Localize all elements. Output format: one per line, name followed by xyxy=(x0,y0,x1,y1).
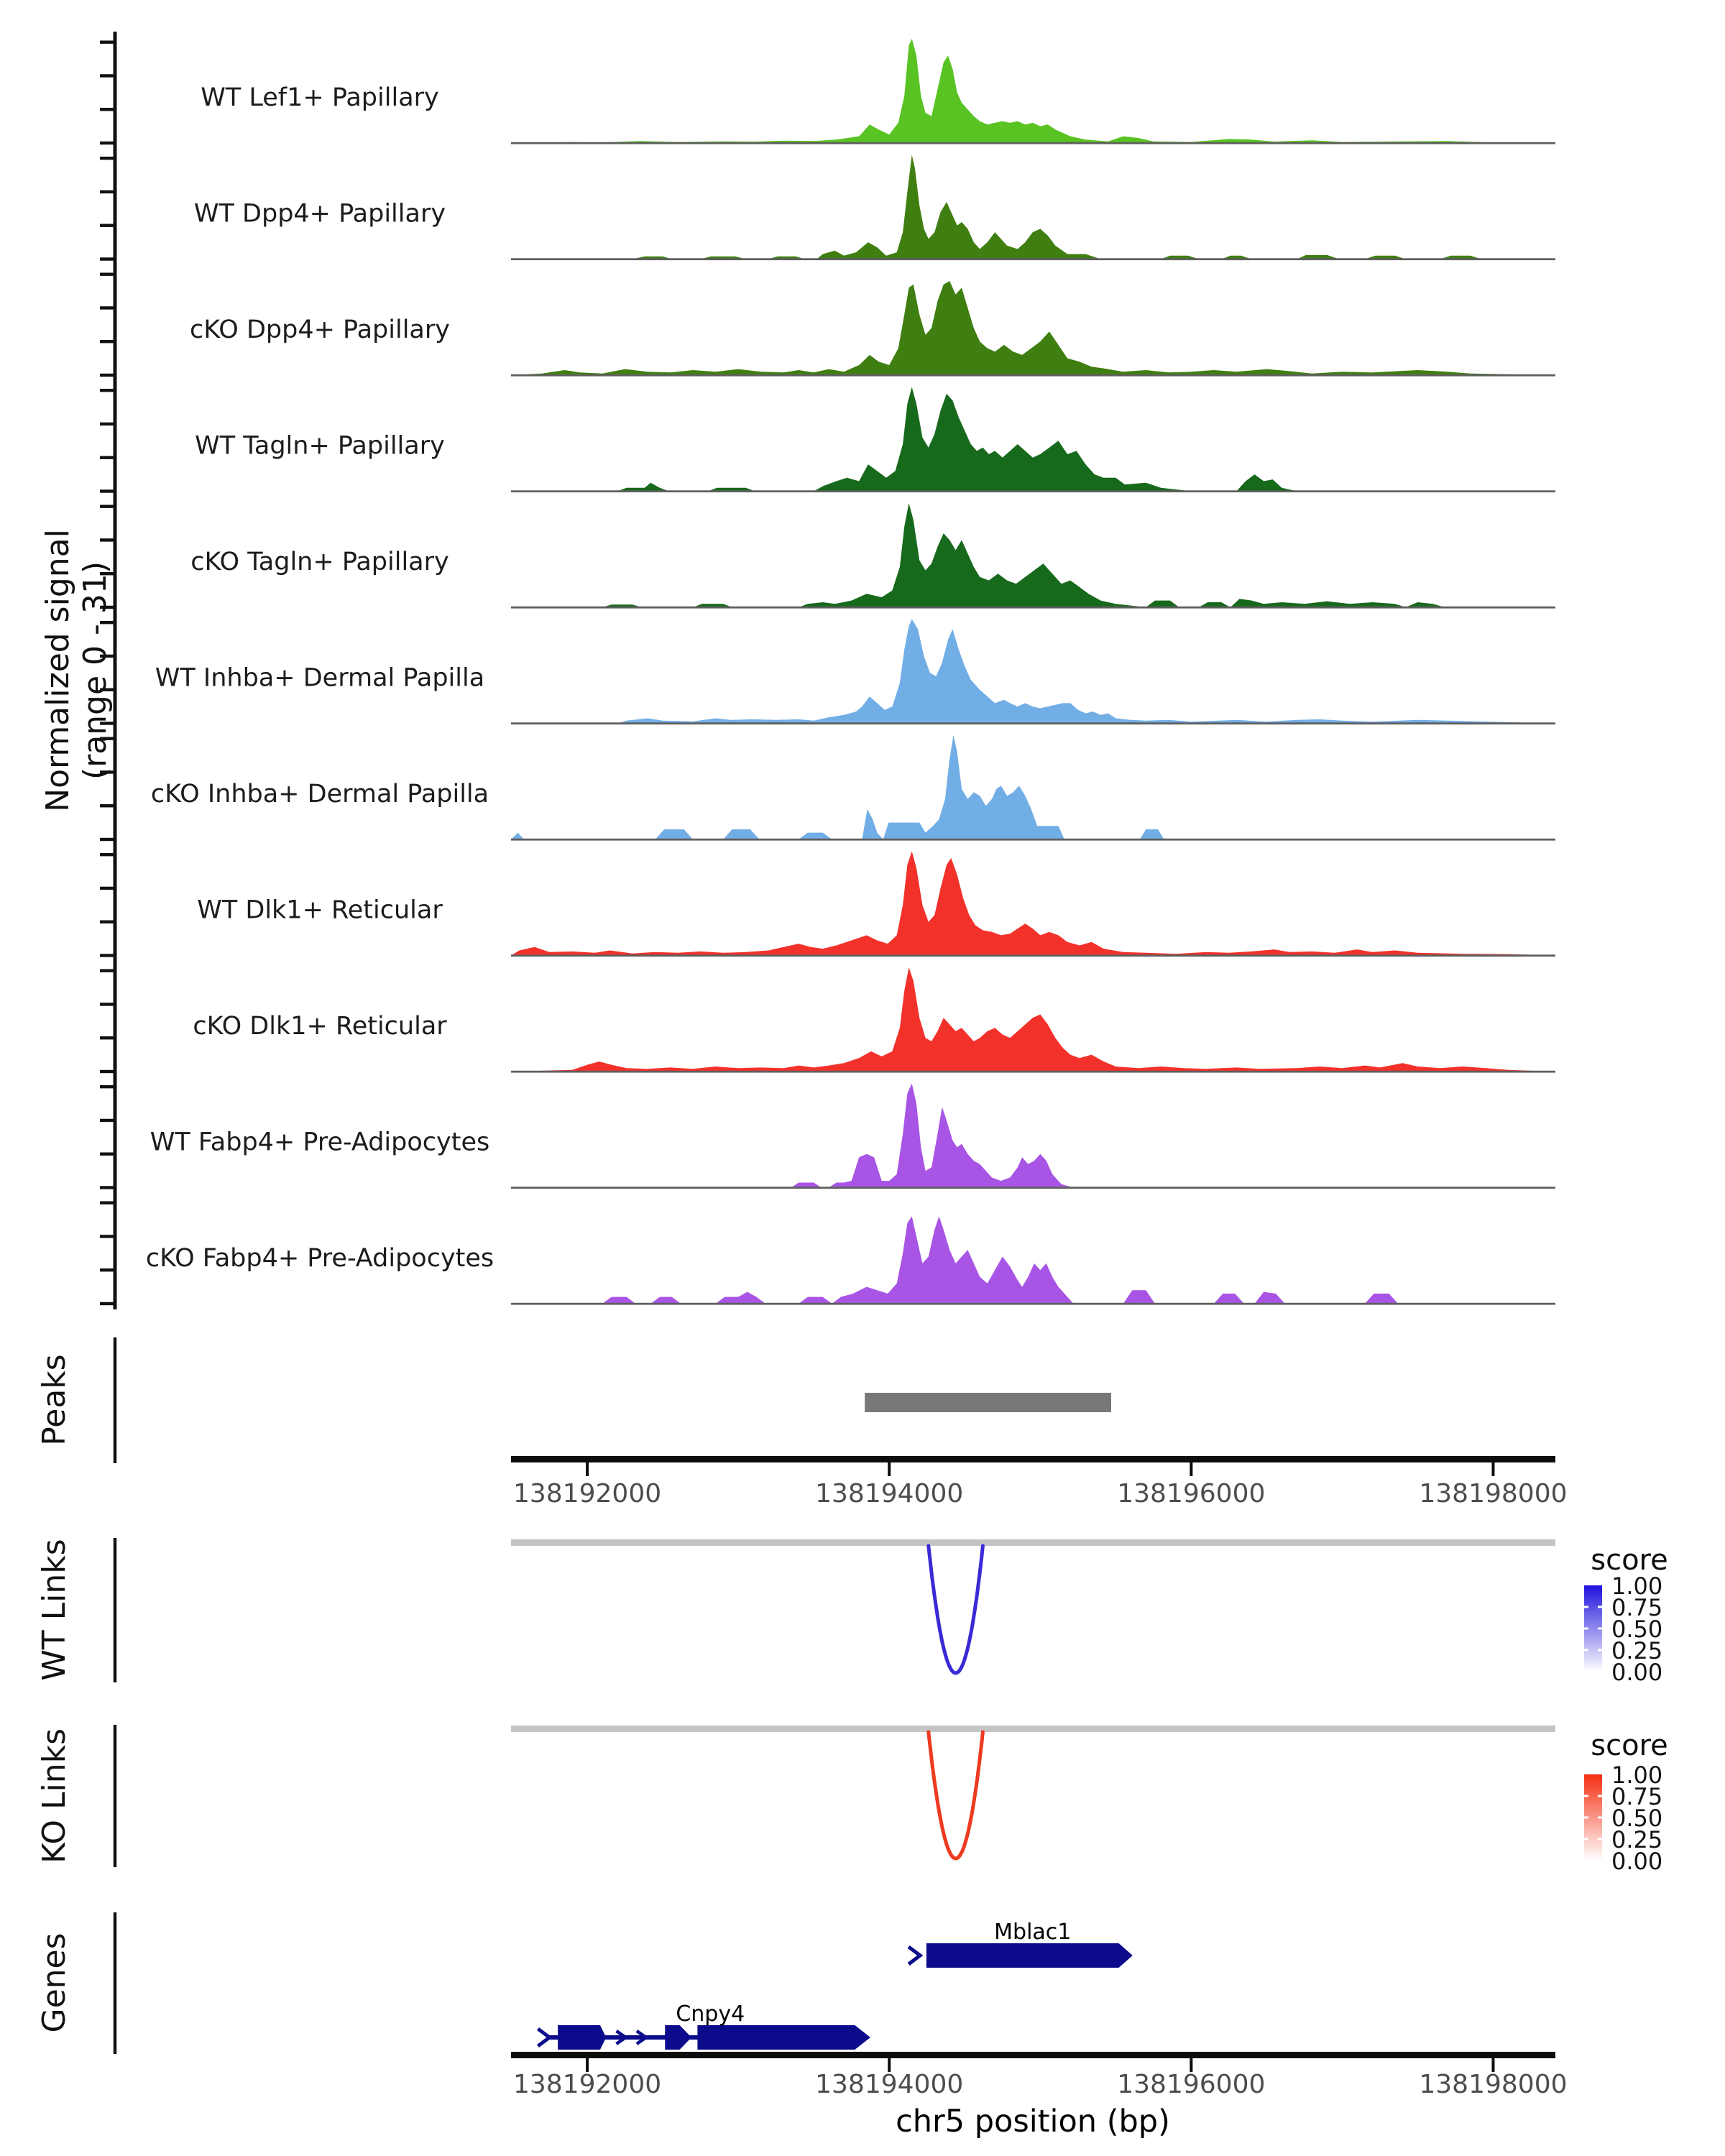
signal-axis-tick xyxy=(100,108,115,111)
signal-axis-tick xyxy=(100,538,115,541)
section-label-ko-links: KO Links xyxy=(36,1728,73,1864)
track-label: cKO Dpp4+ Papillary xyxy=(190,315,450,344)
signal-track-1 xyxy=(201,39,1555,144)
signal-track-5 xyxy=(190,503,1555,609)
track-label: cKO Dlk1+ Reticular xyxy=(193,1012,447,1041)
signal-axis-tick xyxy=(100,489,115,492)
coverage-area xyxy=(511,619,1555,724)
track-baseline xyxy=(511,607,1555,609)
gene-strand-arrow-icon xyxy=(908,1947,920,1964)
genome-axis-line-bottom xyxy=(511,2052,1555,2058)
ko-links-bracket xyxy=(114,1725,116,1867)
genome-axis-tick-label-bottom: 138194000 xyxy=(815,2070,964,2099)
track-baseline xyxy=(511,722,1555,724)
signal-axis-tick xyxy=(100,340,115,343)
wt-legend-notch xyxy=(1584,1628,1588,1630)
signal-axis-tick xyxy=(100,1235,115,1238)
wt-links-legend-title: score xyxy=(1591,1544,1668,1577)
peak-interval-bar xyxy=(865,1393,1111,1412)
links-layer xyxy=(511,1539,1662,1875)
coverage-area xyxy=(511,735,1555,839)
genes-bracket xyxy=(114,1912,116,2054)
gene-strand-arrow-icon xyxy=(538,2029,549,2046)
gene-mblac1 xyxy=(908,1920,1133,1968)
signal-axis-tick xyxy=(100,1268,115,1271)
signal-axis-tick xyxy=(100,921,115,923)
signal-axis-tick xyxy=(100,456,115,459)
signal-track-4 xyxy=(195,387,1555,493)
section-label-genes: Genes xyxy=(36,1932,73,2033)
signal-axis-tick xyxy=(100,505,115,507)
coverage-area xyxy=(511,387,1555,492)
ko-links-legend-title: score xyxy=(1591,1729,1668,1762)
genome-axis-tick-top xyxy=(586,1462,589,1476)
track-baseline xyxy=(511,142,1555,144)
track-label: cKO Fabp4+ Pre-Adipocytes xyxy=(145,1244,494,1273)
track-baseline xyxy=(511,374,1555,377)
ko-legend-tick-label: 0.75 xyxy=(1611,1783,1663,1810)
section-label-peaks: Peaks xyxy=(36,1354,73,1446)
signal-track-2 xyxy=(194,155,1555,261)
signal-axis-tick xyxy=(100,1119,115,1122)
signal-axis-title-line2: (range 0 - 31) xyxy=(77,561,114,780)
ko-legend-notch xyxy=(1584,1817,1588,1819)
track-baseline xyxy=(511,258,1555,260)
genes-layer xyxy=(538,1920,1132,2050)
signal-axis-tick xyxy=(100,1003,115,1005)
signal-axis-tick xyxy=(100,423,115,425)
signal-axis-tick xyxy=(100,142,115,144)
gene-exon xyxy=(926,1943,1133,1968)
signal-axis-tick xyxy=(100,74,115,77)
ko-legend-notch xyxy=(1598,1838,1602,1841)
signal-axis-tick xyxy=(100,1302,115,1305)
ko-links-baseline xyxy=(511,1726,1555,1732)
track-baseline xyxy=(511,490,1555,492)
signal-axis-tick xyxy=(100,969,115,972)
signal-axis-tick xyxy=(100,838,115,841)
gene-name-label: Mblac1 xyxy=(994,1920,1072,1945)
coverage-area xyxy=(511,281,1555,375)
signal-axis-tick xyxy=(100,1036,115,1039)
gene-cnpy4 xyxy=(538,2001,870,2050)
gene-name-label: Cnpy4 xyxy=(676,2001,745,2027)
track-label: WT Dpp4+ Papillary xyxy=(193,199,446,229)
signal-tracks-layer xyxy=(146,39,1555,1305)
genome-axis-tick-top xyxy=(888,1462,891,1476)
signal-axis-tick xyxy=(100,804,115,807)
signal-axis-title-line1: Normalized signal xyxy=(40,529,76,812)
x-axis-title: chr5 position (bp) xyxy=(896,2104,1170,2139)
signal-axis-tick xyxy=(100,224,115,227)
signal-axis-tick xyxy=(100,1201,115,1204)
signal-axis-tick xyxy=(100,40,115,43)
wt-legend-notch xyxy=(1598,1606,1602,1608)
genome-axis-tick-label-bottom: 138196000 xyxy=(1117,2070,1266,2099)
signal-axis-tick xyxy=(100,272,115,275)
gene-exon xyxy=(558,2025,606,2050)
ko-legend-notch xyxy=(1584,1795,1588,1797)
wt-legend-tick-label: 0.00 xyxy=(1611,1659,1663,1686)
track-label: WT Dlk1+ Reticular xyxy=(197,895,443,925)
ko-legend-notch xyxy=(1598,1817,1602,1819)
signal-track-8 xyxy=(197,852,1555,957)
wt-legend-tick-label: 0.50 xyxy=(1611,1616,1663,1643)
signal-axis-tick xyxy=(100,157,115,160)
peaks-layer xyxy=(865,1393,1111,1412)
genome-axis-tick-label-top: 138194000 xyxy=(815,1479,964,1508)
genome-axis-tick-label-bottom: 138198000 xyxy=(1419,2070,1568,2099)
track-baseline xyxy=(511,1187,1555,1189)
signal-axis-tick xyxy=(100,853,115,856)
track-baseline xyxy=(511,1303,1555,1305)
signal-track-9 xyxy=(193,967,1555,1073)
genome-axis-tick-top xyxy=(1491,1462,1494,1476)
wt-legend-tick-label: 1.00 xyxy=(1611,1572,1663,1600)
coverage-area xyxy=(511,503,1555,607)
signal-axis-tick xyxy=(100,389,115,392)
wt-legend-tick-label: 0.25 xyxy=(1611,1637,1663,1664)
ko-legend-notch xyxy=(1584,1838,1588,1841)
gene-exon xyxy=(697,2025,870,2050)
ko-legend-tick-label: 0.00 xyxy=(1611,1848,1663,1875)
signal-axis-tick xyxy=(100,374,115,377)
coverage-area xyxy=(511,1216,1555,1304)
track-label: WT Inhba+ Dermal Papilla xyxy=(155,663,485,693)
wt-legend-notch xyxy=(1584,1649,1588,1651)
peaks-bracket xyxy=(114,1337,116,1463)
section-label-wt-links: WT Links xyxy=(36,1539,73,1681)
track-baseline xyxy=(511,954,1555,957)
signal-axis-tick xyxy=(100,257,115,260)
ko-link-arc xyxy=(929,1732,983,1858)
genome-axis-tick-label-top: 138192000 xyxy=(513,1479,662,1508)
wt-legend-notch xyxy=(1598,1628,1602,1630)
wt-links-baseline xyxy=(511,1539,1555,1546)
signal-track-3 xyxy=(190,281,1555,377)
track-label: cKO Inhba+ Dermal Papilla xyxy=(150,780,489,808)
genome-axes-layer xyxy=(511,1456,1568,2099)
wt-link-arc xyxy=(929,1546,983,1673)
signal-track-11 xyxy=(146,1216,1555,1304)
signal-track-6 xyxy=(155,619,1555,725)
wt-links-bracket xyxy=(114,1538,116,1682)
coverage-area xyxy=(511,852,1555,956)
coverage-area xyxy=(511,967,1555,1072)
signal-track-7 xyxy=(151,735,1555,841)
signal-axis-tick xyxy=(100,887,115,890)
signal-axis-tick xyxy=(100,1085,115,1088)
coverage-area xyxy=(511,155,1555,259)
signal-axis-tick xyxy=(100,190,115,193)
track-baseline xyxy=(511,839,1555,841)
genome-axis-tick-label-bottom: 138192000 xyxy=(513,2070,662,2099)
signal-axis-tick xyxy=(100,954,115,957)
wt-legend-notch xyxy=(1598,1649,1602,1651)
ko-legend-tick-label: 0.50 xyxy=(1611,1805,1663,1832)
genome-axis-tick-label-top: 138196000 xyxy=(1117,1479,1266,1508)
ko-legend-notch xyxy=(1598,1795,1602,1797)
signal-axis-tick xyxy=(100,1186,115,1189)
ko-legend-tick-label: 0.25 xyxy=(1611,1826,1663,1853)
signal-track-10 xyxy=(150,1084,1555,1189)
coverage-area xyxy=(511,39,1555,143)
track-label: WT Tagln+ Papillary xyxy=(195,431,445,461)
track-label: cKO Tagln+ Papillary xyxy=(190,548,449,576)
signal-axis-tick xyxy=(100,306,115,309)
signal-axis-tick xyxy=(100,1153,115,1156)
gene-exon xyxy=(665,2025,691,2050)
signal-axis-layer xyxy=(100,32,117,2054)
track-label: WT Fabp4+ Pre-Adipocytes xyxy=(150,1128,490,1157)
signal-axis-line xyxy=(114,32,117,1309)
track-baseline xyxy=(511,1071,1555,1073)
coverage-area xyxy=(511,1084,1555,1188)
signal-axis-tick xyxy=(100,1070,115,1073)
ko-legend-tick-label: 1.00 xyxy=(1611,1761,1663,1789)
genome-axis-line-top xyxy=(511,1456,1555,1462)
genome-axis-tick-top xyxy=(1190,1462,1192,1476)
track-label: WT Lef1+ Papillary xyxy=(201,83,439,112)
wt-legend-tick-label: 0.75 xyxy=(1611,1594,1663,1621)
genome-axis-tick-label-top: 138198000 xyxy=(1419,1479,1568,1508)
wt-legend-notch xyxy=(1584,1606,1588,1608)
